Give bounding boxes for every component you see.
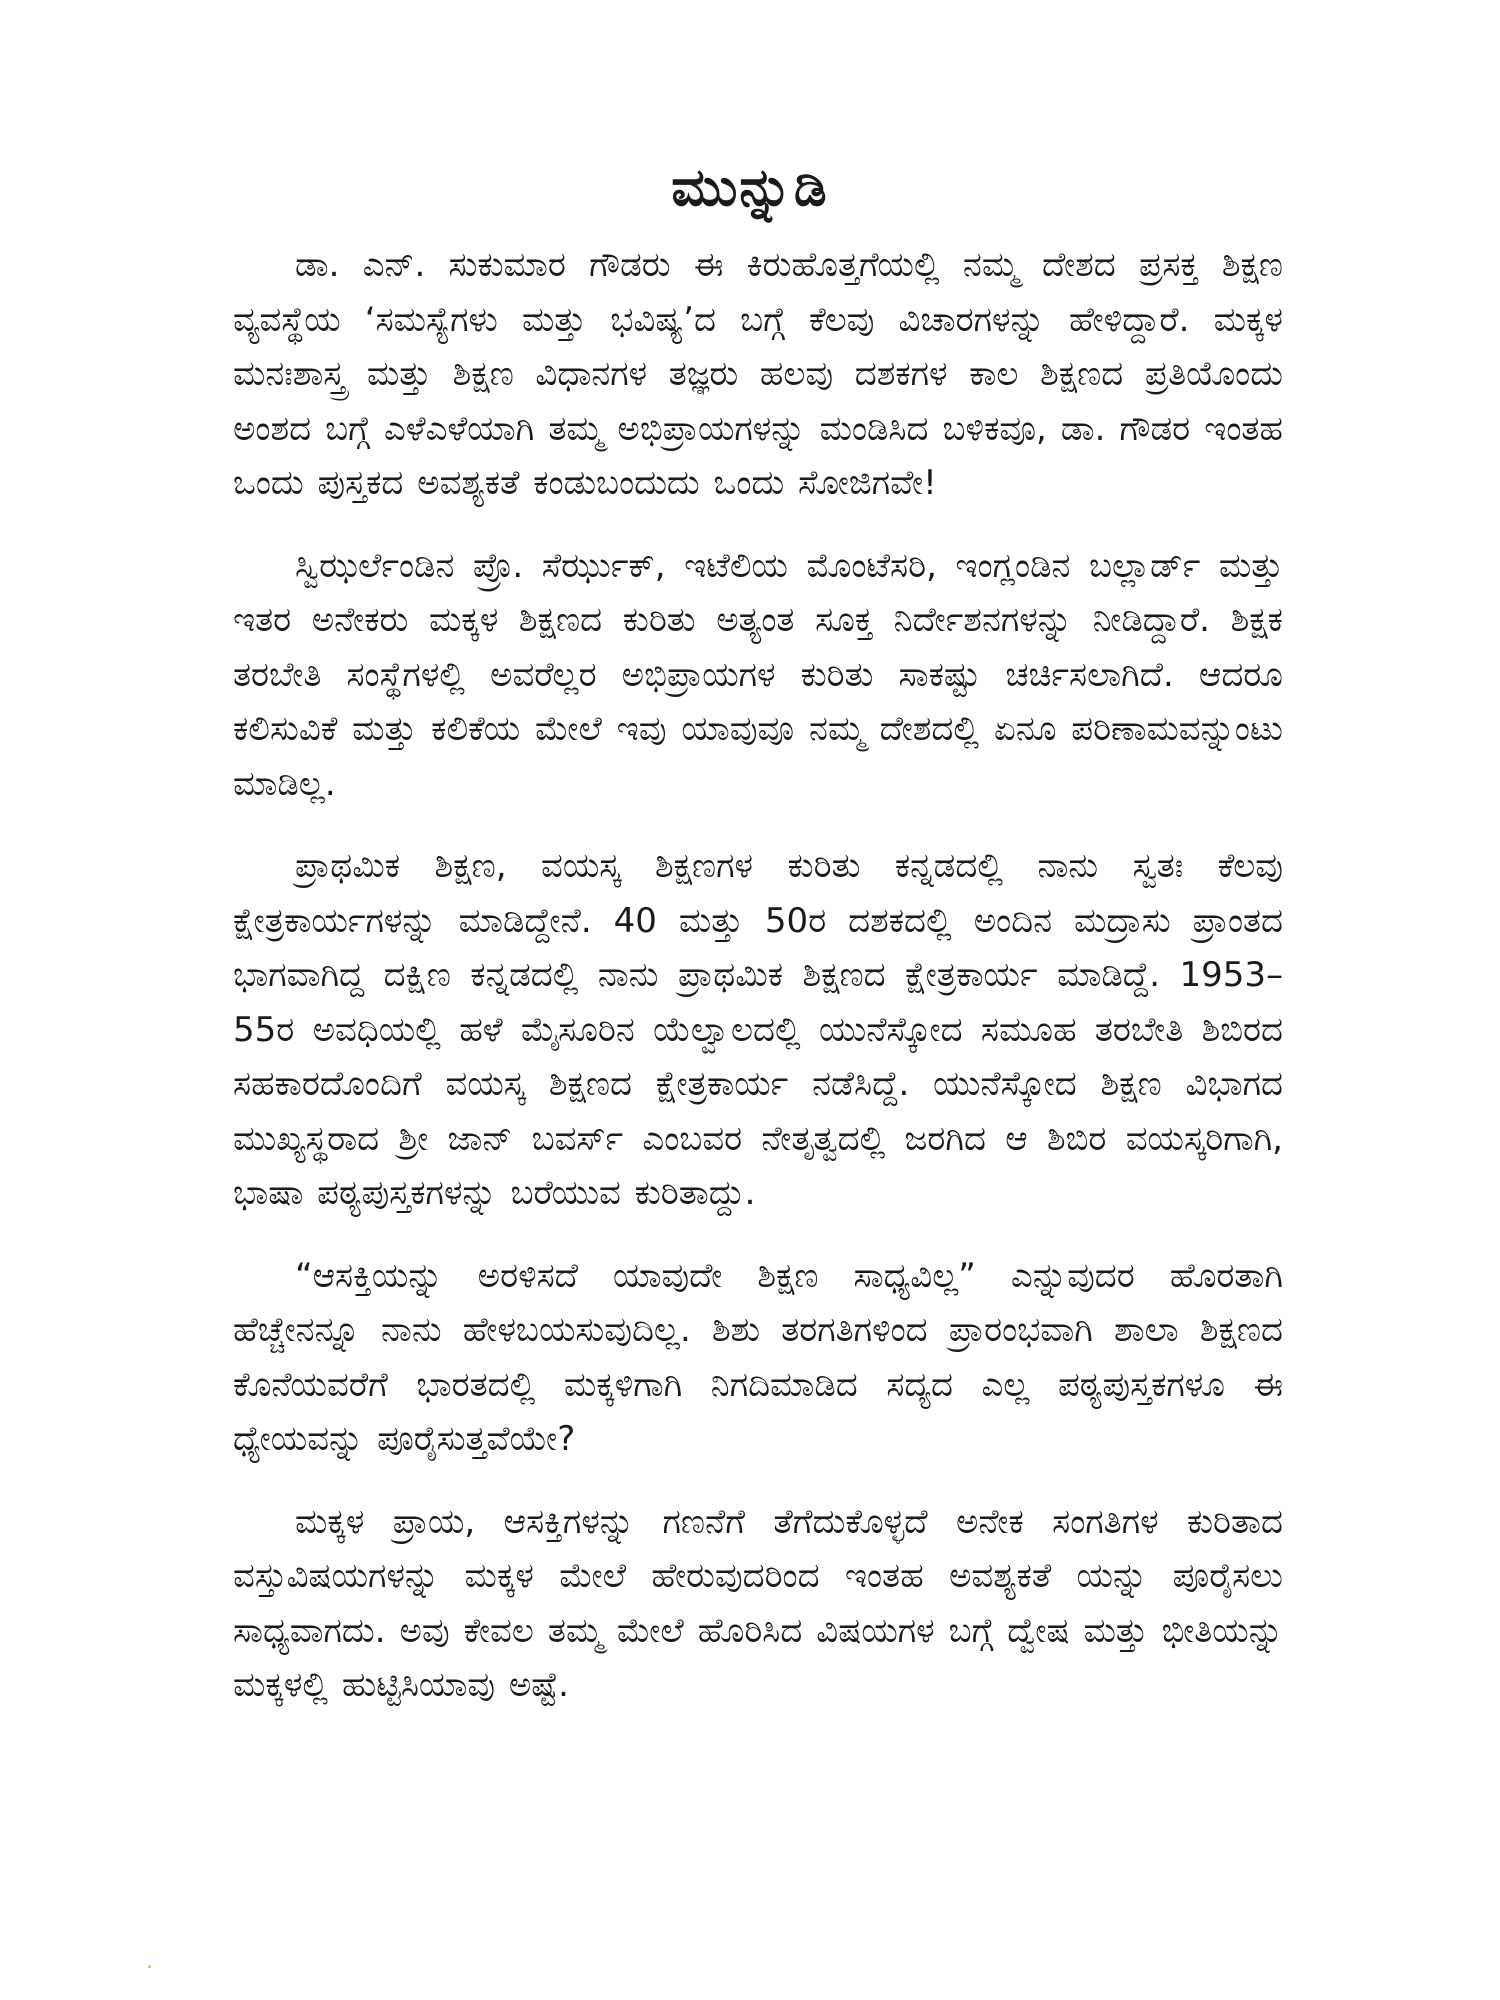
paragraph-3: ಪ್ರಾಥಮಿಕ ಶಿಕ್ಷಣ, ವಯಸ್ಕ ಶಿಕ್ಷಣಗಳ ಕುರಿತು ಕನ್ನಡದಲ್ಲಿ ನಾನು ಸ್ವತಃ ಕೆಲವು ಕ್ಷೇತ್ರಕಾರ್ಯಗಳನ್ನು ಮಾಡಿದ್ದೇನೆ. 40 ಮತ್ತು 50ರ ದಶಕದಲ್ಲಿ ಅಂದಿನ ಮದ್ರಾಸು ಪ್ರಾಂತದ ಭಾಗವಾಗಿದ್ದ ದಕ್ಷಿಣ ಕನ್ನಡದಲ್ಲಿ ನಾನು ಪ್ರಾಥಮಿಕ ಶಿಕ್ಷಣದ ಕ್ಷೇತ್ರಕಾರ್ಯ ಮಾಡಿದ್ದೆ. 1953–55ರ ಅವಧಿಯಲ್ಲಿ ಹಳೆ ಮೈಸೂರಿನ ಯೆಲ್ವಾಲದಲ್ಲಿ ಯುನೆಸ್ಕೋದ ಸಮೂಹ ತರಬೇತಿ ಶಿಬಿರದ ಸಹಕಾರದೊಂದಿಗೆ ವಯಸ್ಕ ಶಿಕ್ಷಣದ ಕ್ಷೇತ್ರಕಾರ್ಯ ನಡೆಸಿದ್ದೆ. ಯುನೆಸ್ಕೋದ ಶಿಕ್ಷಣ ವಿಭಾಗದ ಮುಖ್ಯಸ್ಥರಾದ ಶ್ರೀ ಜಾನ್ ಬವರ್ಸ್ ಎಂಬವರ ನೇತೃತ್ವದಲ್ಲಿ ಜರಗಿದ ಆ ಶಿಬಿರ ವಯಸ್ಕರಿಗಾಗಿ, ಭಾಷಾ ಪಠ್ಯಪುಸ್ತಕಗಳನ್ನು ಬರೆಯುವ ಕುರಿತಾದ್ದು. — [233, 846, 1283, 1213]
paragraph-5: ಮಕ್ಕಳ ಪ್ರಾಯ, ಆಸಕ್ತಿಗಳನ್ನು ಗಣನೆಗೆ ತೆಗೆದುಕೊಳ್ಳದೆ ಅನೇಕ ಸಂಗತಿಗಳ ಕುರಿತಾದ ವಸ್ತುವಿಷಯಗಳನ್ನು ಮಕ್ಕಳ ಮೇಲೆ ಹೇರುವುದರಿಂದ ಇಂತಹ ಅವಶ್ಯಕತೆ ಯನ್ನು ಪೂರೈಸಲು ಸಾಧ್ಯವಾಗದು. ಅವು ಕೇವಲ ತಮ್ಮ ಮೇಲೆ ಹೊರಿಸಿದ ವಿಷಯಗಳ ಬಗ್ಗೆ ದ್ವೇಷ ಮತ್ತು ಭೀತಿಯನ್ನು ಮಕ್ಕಳಲ್ಲಿ ಹುಟ್ಟಿಸಿಯಾವು ಅಷ್ಟೆ. — [233, 1501, 1283, 1705]
paragraph-2: ಸ್ವಿಝರ್ಲೆಂಡಿನ ಪ್ರೊ. ಸೆರ್ಝುಕ್, ಇಟೆಲಿಯ ಮೊಂಟೆಸರಿ, ಇಂಗ್ಲಂಡಿನ ಬಲ್ಲಾರ್ಡ್ ಮತ್ತು ಇತರ ಅನೇಕರು ಮಕ್ಕಳ ಶಿಕ್ಷಣದ ಕುರಿತು ಅತ್ಯಂತ ಸೂಕ್ತ ನಿರ್ದೇಶನಗಳನ್ನು ನೀಡಿದ್ದಾರೆ. ಶಿಕ್ಷಕ ತರಬೇತಿ ಸಂಸ್ಥೆಗಳಲ್ಲಿ ಅವರೆಲ್ಲರ ಅಭಿಪ್ರಾಯಗಳ ಕುರಿತು ಸಾಕಷ್ಟು ಚರ್ಚಿಸಲಾಗಿದೆ. ಆದರೂ ಕಲಿಸುವಿಕೆ ಮತ್ತು ಕಲಿಕೆಯ ಮೇಲೆ ಇವು ಯಾವುವೂ ನಮ್ಮ ದೇಶದಲ್ಲಿ ಏನೂ ಪರಿಣಾಮವನ್ನುಂಟು ಮಾಡಿಲ್ಲ. — [233, 545, 1283, 804]
paragraph-1: ಡಾ. ಎನ್. ಸುಕುಮಾರ ಗೌಡರು ಈ ಕಿರುಹೊತ್ತಗೆಯಲ್ಲಿ ನಮ್ಮ ದೇಶದ ಪ್ರಸಕ್ತ ಶಿಕ್ಷಣ ವ್ಯವಸ್ಥೆಯ ‘ಸಮಸ್ಯೆಗಳು ಮತ್ತು ಭವಿಷ್ಯ’ದ ಬಗ್ಗೆ ಕೆಲವು ವಿಚಾರಗಳನ್ನು ಹೇಳಿದ್ದಾರೆ. ಮಕ್ಕಳ ಮನಃಶಾಸ್ತ್ರ ಮತ್ತು ಶಿಕ್ಷಣ ವಿಧಾನಗಳ ತಜ್ಞರು ಹಲವು ದಶಕಗಳ ಕಾಲ ಶಿಕ್ಷಣದ ಪ್ರತಿಯೊಂದು ಅಂಶದ ಬಗ್ಗೆ ಎಳೆಎಳೆಯಾಗಿ ತಮ್ಮ ಅಭಿಪ್ರಾಯಗಳನ್ನು ಮಂಡಿಸಿದ ಬಳಿಕವೂ, ಡಾ. ಗೌಡರ ಇಂತಹ ಒಂದು ಪುಸ್ತಕದ ಅವಶ್ಯಕತೆ ಕಂಡುಬಂದುದು ಒಂದು ಸೋಜಿಗವೇ! — [233, 245, 1283, 503]
paragraph-4: “ಆಸಕ್ತಿಯನ್ನು ಅರಳಿಸದೆ ಯಾವುದೇ ಶಿಕ್ಷಣ ಸಾಧ್ಯವಿಲ್ಲ” ಎನ್ನುವುದರ ಹೊರತಾಗಿ ಹೆಚ್ಚೇನನ್ನೂ ನಾನು ಹೇಳಬಯಸುವುದಿಲ್ಲ. ಶಿಶು ತರಗತಿಗಳಿಂದ ಪ್ರಾರಂಭವಾಗಿ ಶಾಲಾ ಶಿಕ್ಷಣದ ಕೊನೆಯವರೆಗೆ ಭಾರತದಲ್ಲಿ ಮಕ್ಕಳಿಗಾಗಿ ನಿಗದಿಮಾಡಿದ ಸದ್ಯದ ಎಲ್ಲ ಪಠ್ಯಪುಸ್ತಕಗಳೂ ಈ ಧ್ಯೇಯವನ್ನು ಪೂರೈಸುತ್ತವೆಯೇ? — [233, 1255, 1283, 1459]
page-title: ಮುನ್ನುಡಿ — [671, 157, 829, 218]
preface-body — [233, 238, 1283, 1713]
scan-speck — [148, 1965, 151, 1968]
